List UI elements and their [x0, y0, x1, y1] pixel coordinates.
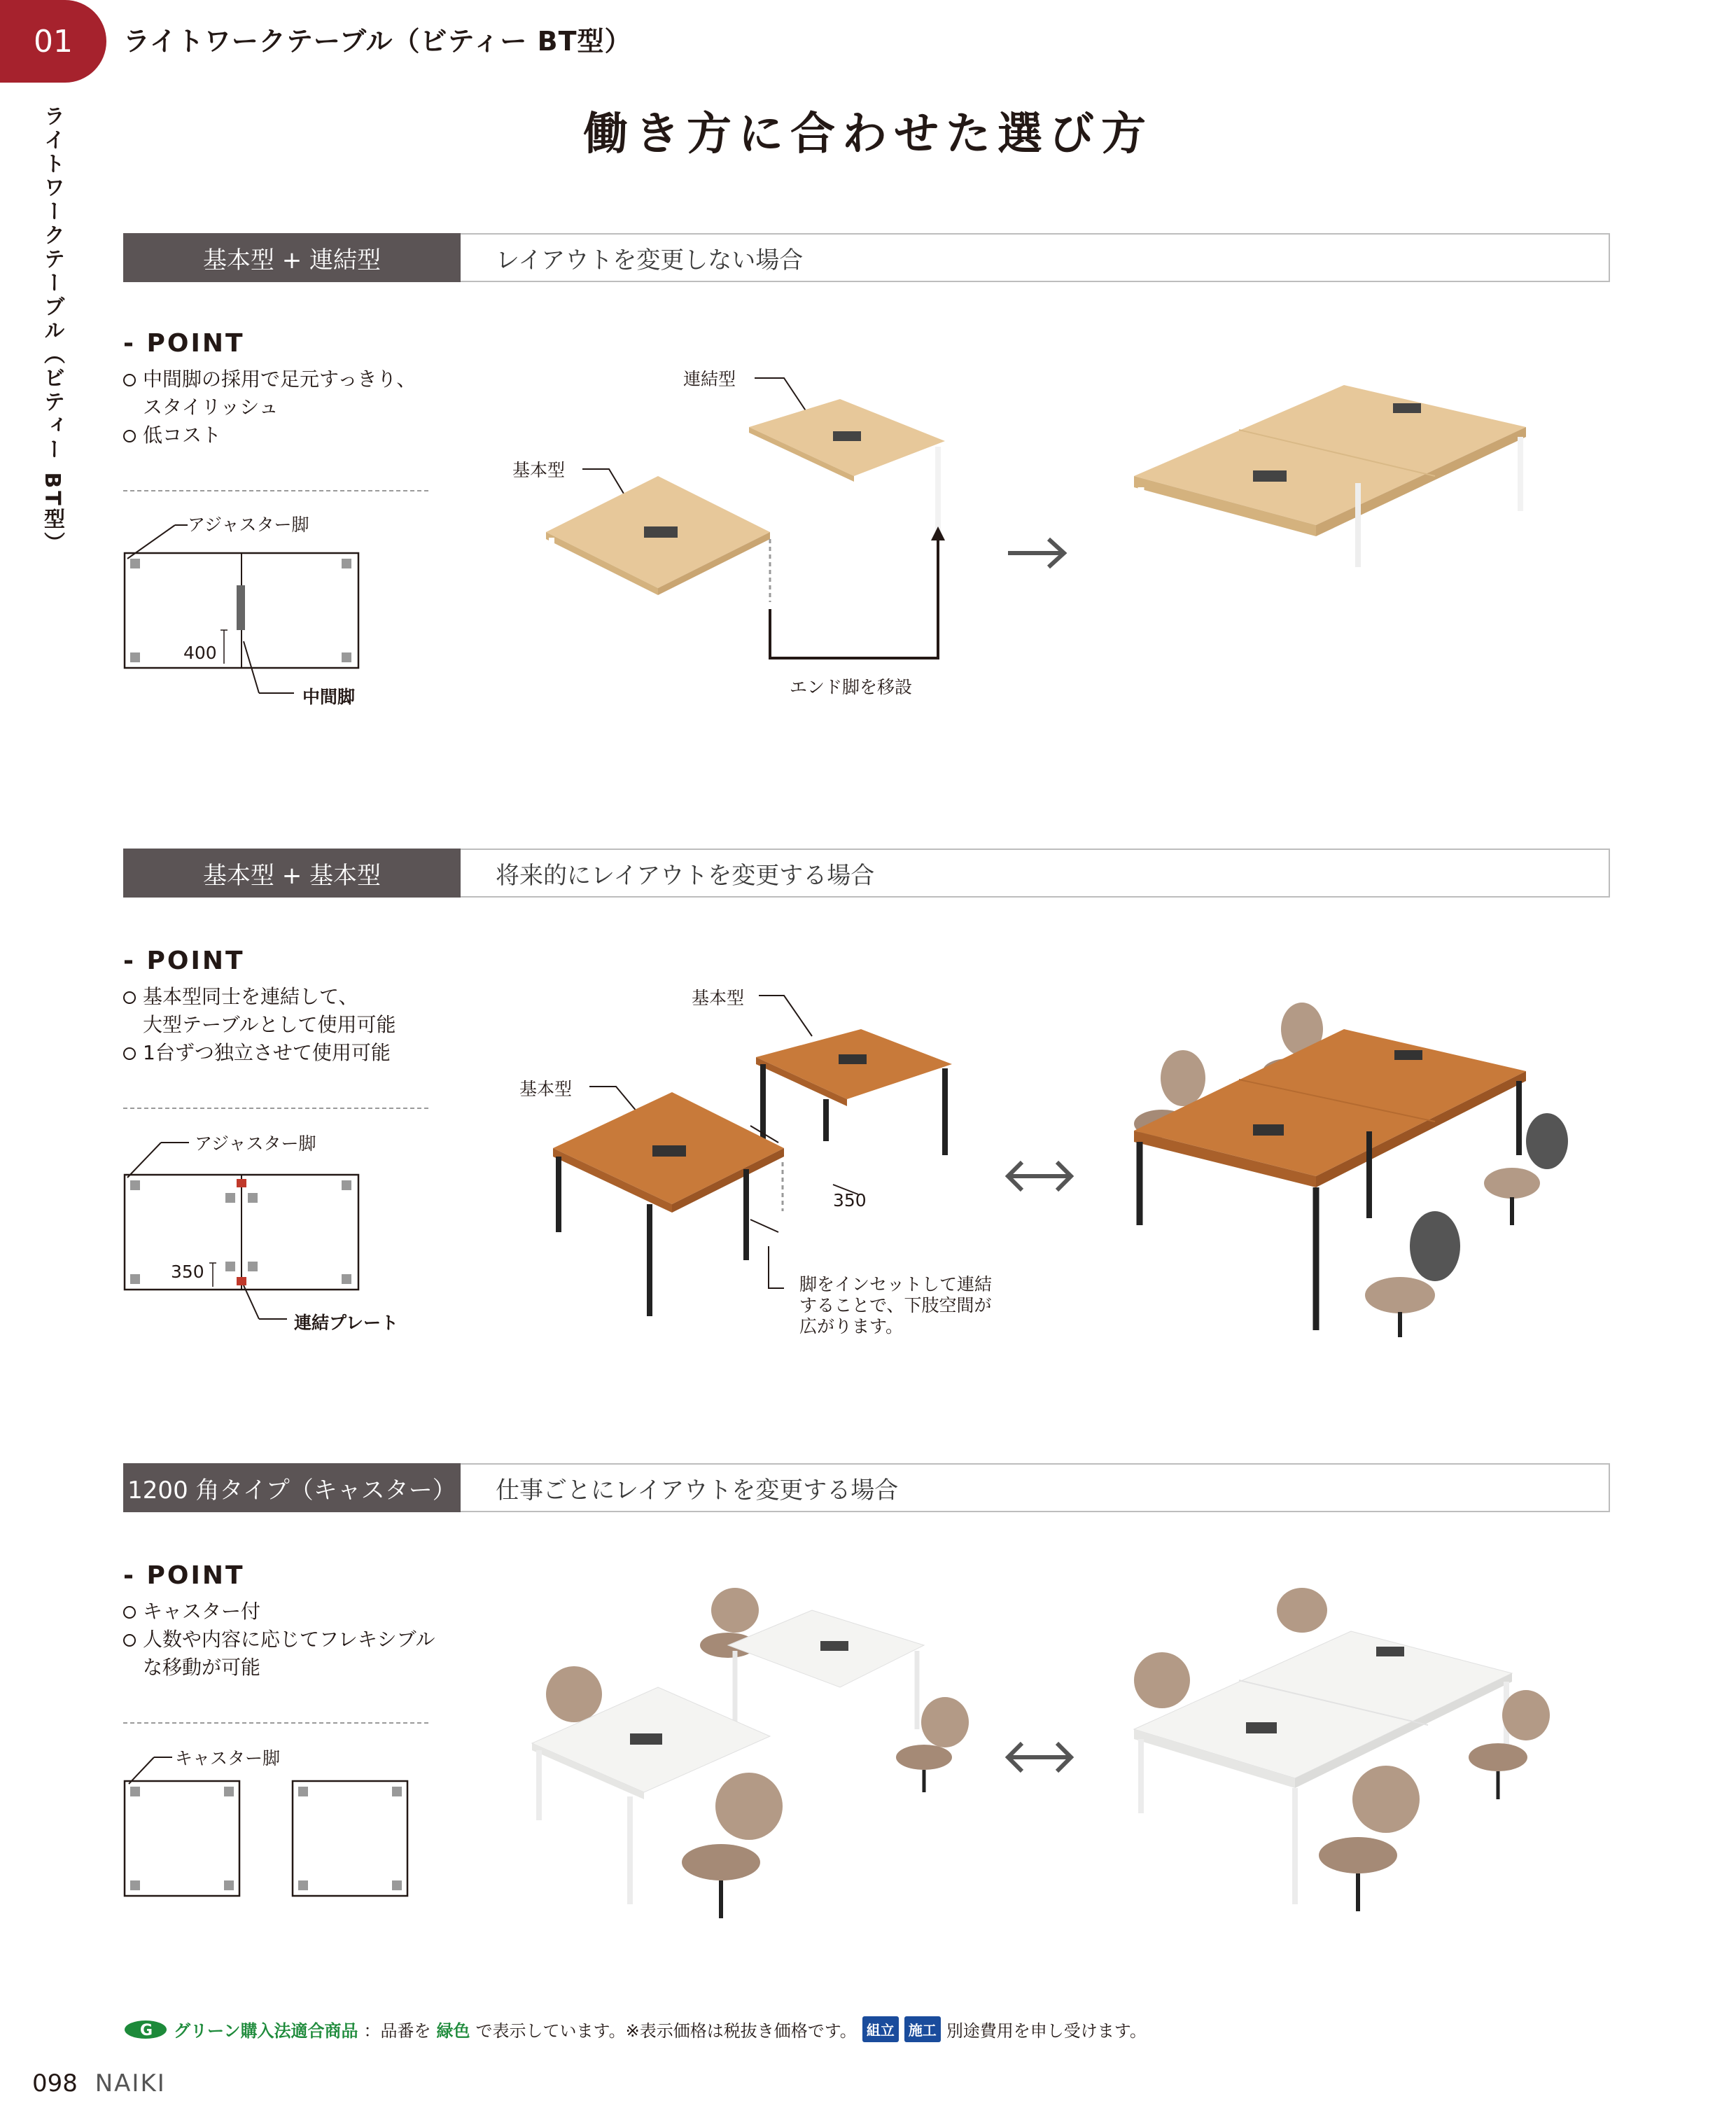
section-1-points [123, 365, 431, 449]
section-3-bar [123, 1463, 1610, 1512]
footer-green-word: 緑色 [436, 2021, 470, 2041]
section-1-description: レイアウトを変更しない場合 [496, 246, 804, 274]
section-3-label: 1200 角タイプ（キャスター） [123, 1463, 461, 1512]
green-purchase-icon [123, 2019, 168, 2040]
illus-3-tables [518, 1582, 1652, 1974]
illus-2-note [799, 1274, 992, 1337]
divider [123, 1108, 428, 1109]
point-item-cont [123, 1654, 445, 1682]
divider [123, 490, 428, 491]
illus-1-label-a: 連結型 [683, 369, 736, 389]
illus-2-label-b: 基本型 [519, 1079, 573, 1099]
footer-text-1: ：品番を [363, 2021, 431, 2041]
illus-2-tables [532, 966, 1652, 1344]
point-item-cont-text: スタイリッシュ [143, 396, 279, 419]
point-item-cont [123, 1011, 445, 1039]
point-item-cont-text: 大型テーブルとして使用可能 [143, 1013, 396, 1036]
illus-2-dimension: 350 [833, 1190, 867, 1210]
illus-2-note-line: 広がります。 [799, 1316, 904, 1336]
point-item: 低コスト [123, 421, 431, 449]
point-item: 人数や内容に応じてフレキシブル [123, 1626, 445, 1654]
point-item-cont-text: な移動が可能 [143, 1656, 261, 1679]
svg-text:G: G [140, 2021, 153, 2039]
main-heading: 働き方に合わせた選び方 [583, 109, 1153, 160]
section-1-bar [123, 233, 1610, 282]
page-number: 098 [32, 2069, 78, 2097]
chapter-tab [0, 0, 106, 83]
illus-1-tables [532, 364, 1652, 728]
plan-2-dimension: 350 [171, 1262, 204, 1282]
illus-2-note-line: 脚をインセットして連結 [799, 1274, 993, 1294]
section-2-point-title: - POINT [123, 947, 245, 975]
illus-1-label-b: 基本型 [512, 460, 566, 480]
plan-2-diagram [119, 1136, 364, 1332]
assembly-badge: 組立 [862, 2016, 899, 2042]
section-2-points [123, 983, 445, 1067]
installation-badge: 施工 [904, 2016, 941, 2042]
illus-2-note-line: することで、下肢空間が [799, 1295, 992, 1315]
point-item: 1台ずつ独立させて使用可能 [123, 1039, 445, 1067]
plan-3-label-top: キャスター脚 [175, 1748, 281, 1768]
divider [123, 1722, 428, 1724]
footer-text-2: で表示しています。※表示価格は税抜き価格です。 [475, 2021, 857, 2041]
section-1-label: 基本型 + 連結型 [123, 233, 461, 282]
point-item-cont [123, 393, 431, 421]
point-item: 基本型同士を連結して、 [123, 983, 445, 1011]
green-purchase-label: グリーン購入法適合商品 [174, 2021, 358, 2041]
section-3-description: 仕事ごとにレイアウトを変更する場合 [496, 1476, 899, 1505]
section-2-bar [123, 849, 1610, 898]
series-title: ライトワークテーブル（ビティー BT型） [123, 26, 632, 57]
footer-text-3: 別途費用を申し受けます。 [946, 2021, 1147, 2041]
illus-2-label-a: 基本型 [692, 988, 745, 1008]
section-1-point-title: - POINT [123, 329, 245, 358]
plan-2-label-bottom: 連結プレート [294, 1313, 399, 1333]
point-item: キャスター付 [123, 1598, 445, 1626]
point-item: 中間脚の採用で足元すっきり、 [123, 365, 431, 393]
plan-3-diagram [119, 1750, 420, 1911]
chapter-number: 01 [34, 23, 73, 60]
illus-1-note: エンド脚を移設 [790, 677, 913, 697]
section-2-label: 基本型 + 基本型 [123, 849, 461, 898]
side-title: ライトワークテーブル（ビティー BT型） [40, 105, 64, 556]
section-3-point-title: - POINT [123, 1561, 245, 1590]
plan-1-label-top: アジャスター脚 [188, 515, 309, 535]
plan-2-label-top: アジャスター脚 [195, 1133, 316, 1154]
section-3-points [123, 1598, 445, 1682]
plan-1-label-bottom: 中間脚 [302, 687, 356, 707]
plan-1-dimension: 400 [183, 643, 217, 663]
section-2-description: 将来的にレイアウトを変更する場合 [496, 861, 875, 890]
brand-name: NAIKI [94, 2069, 166, 2097]
footer-note [123, 2016, 1147, 2042]
page-footer [32, 2069, 166, 2097]
